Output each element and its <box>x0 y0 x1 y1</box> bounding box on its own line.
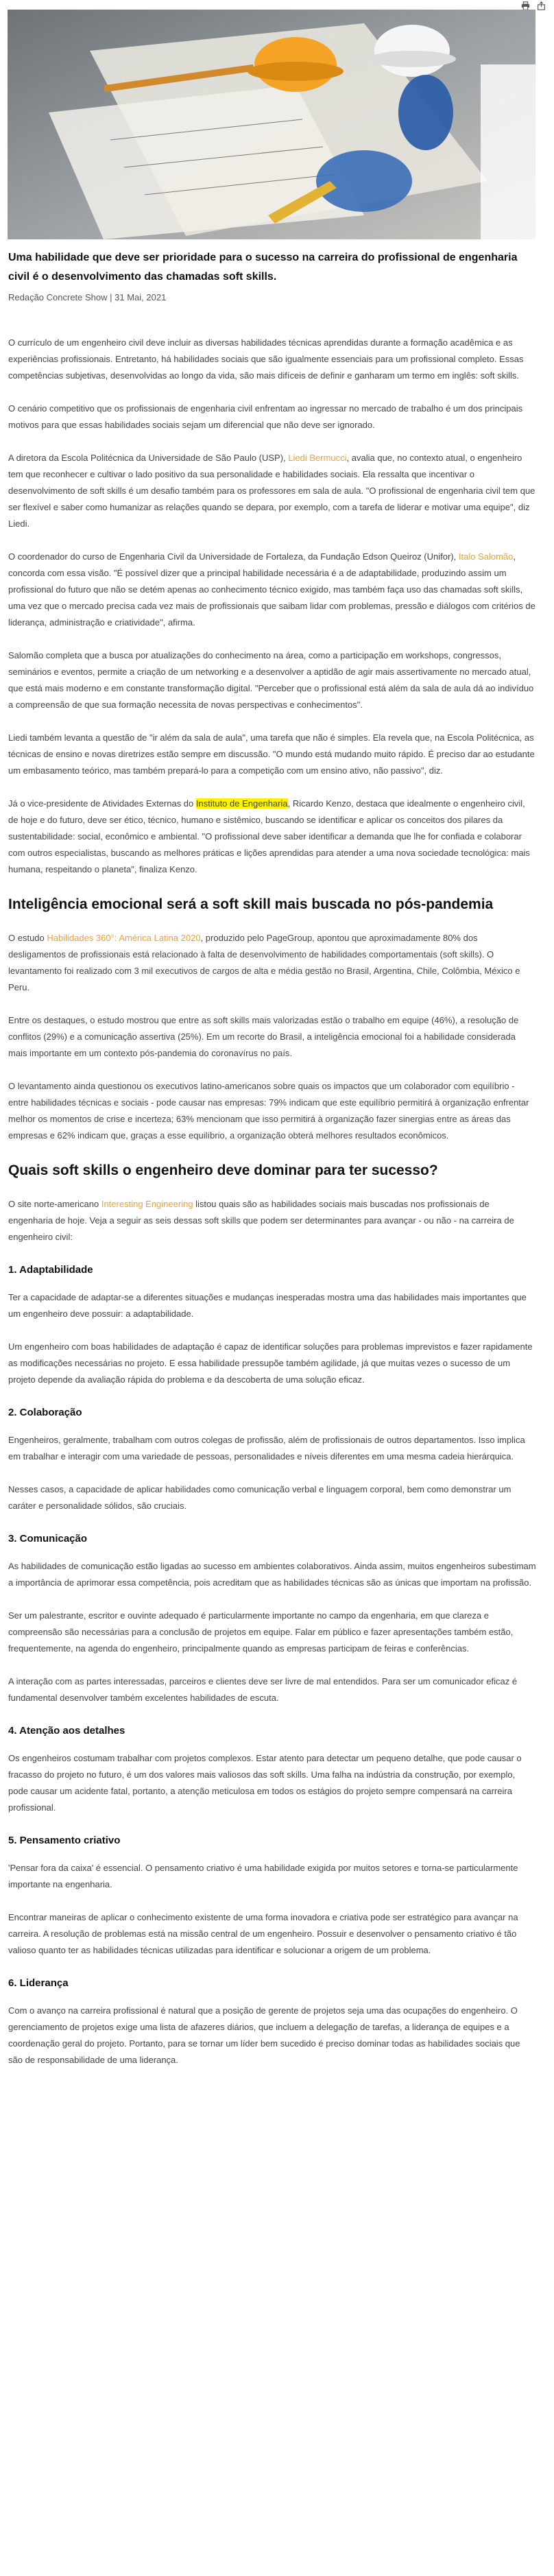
section-heading: Inteligência emocional será a soft skill mais buscada no pós-pandemia <box>8 896 494 912</box>
paragraph: As habilidades de comunicação estão ligadas ao sucesso em ambientes colaborativos. Ainda assim, muitos engenheiros subestimam a importância de aprimorar essa competência, pois acreditam que as habilidades técnicas são as únicas que importam na profissão. <box>8 1561 536 1588</box>
paragraph-text: O site norte-americano <box>8 1199 101 1209</box>
paragraph: Entre os destaques, o estudo mostrou que entre as soft skills mais valorizadas estão o trabalho em equipe (46%), a resolução de conflitos (29%) e a comunicação assertiva (25%). Em um recorte do Brasil, a inteligência emocional foi a habilidade considerada mais importante em um contexto pós-pandemia do coronavírus no país. <box>8 1015 519 1058</box>
article <box>8 248 536 2085</box>
interesting-engineering-link[interactable]: Interesting Engineering <box>101 1199 193 1209</box>
paragraph: O currículo de um engenheiro civil deve incluir as diversas habilidades técnicas aprendidas durante a formação acadêmica e as experiências profissionais. Entretanto, há habilidades sociais que são igualmente essenciais para um profissional completo. Essas competências subjetivas, desenvolvidas ao longo da vida, são mais difíceis de definir e ganharam um termo em inglês: soft skills. <box>8 337 524 381</box>
paragraph: O levantamento ainda questionou os executivos latino-americanos sobre quais os impactos que um colaborador com equilíbrio - entre habilidades técnicas e sociais - pode causar nas empresas: 79% indicam que este equilíbrio permitirá à organização enfrentar melhor os momentos de crise e incerteza; 63% mencionam que isso permitirá à organização fazer sinergias entre as áreas das empresas e 62% indicam que, graças a esse equilíbrio, a organização obterá melhores resultados econômicos. <box>8 1081 529 1141</box>
paragraph-text: , concorda com essa visão. "É possível dizer que a principal habilidade necessária é a de adaptabilidade, produzindo assim um profissional do futuro que não se detém apenas ao conhecimento técnico exigido, mas também faça uso das chamadas soft skills, uma vez que o mercado precisa cada vez mais de profissionais que saibam lidar com problemas, pressão e diálogos com critérios de liderança, administração e criatividade", afirma. <box>8 551 535 628</box>
subsection-heading: 6. Liderança <box>8 1977 69 1989</box>
paragraph: Ter a capacidade de adaptar-se a diferentes situações e mudanças inesperadas mostra uma das habilidades mais importantes que um engenheiro deve possuir: a adaptabilidade. <box>8 1292 527 1319</box>
hero-image <box>8 10 535 239</box>
paragraph-text: , produzido pelo PageGroup, apontou que aproximadamente 80% dos desligamentos de profissionais está relacionado à falta de desenvolvimento de habilidades comportamentais (soft skills). O levantamento foi realizado com 3 mil executivos de cargos de alta e média gestão no Brasil, Argentina, Chile, Colômbia, México e Peru. <box>8 933 520 992</box>
article-byline: Redação Concrete Show | 31 Mai, 2021 <box>8 292 167 302</box>
printer-icon[interactable] <box>521 1 530 10</box>
paragraph <box>8 796 536 878</box>
paragraph <box>8 450 536 532</box>
paragraph-text: O estudo <box>8 933 47 943</box>
paragraph: Com o avanço na carreira profissional é natural que a posição de gerente de projetos seja uma das ocupações do engenheiro. O gerenciamento de projetos exige uma lista de afazeres diários, que incluem a delegação de tarefas, a liderança de equipes e a coordenação geral do projeto. Portanto, para se tornar um líder bem sucedido é preciso dominar todas as habilidades sociais que são de responsabilidade de uma liderança. <box>8 2005 520 2065</box>
paragraph: Ser um palestrante, escritor e ouvinte adequado é particularmente importante no campo da engenharia, em que clareza e compreensão são necessárias para a conclusão de projetos em equipe. Falar em público e fazer apresentações também estão, frequentemente, na agenda do engenheiro, principalmente quando as empresas participam de feiras e conferências. <box>8 1610 514 1654</box>
paragraph: Nesses casos, a capacidade de aplicar habilidades como comunicação verbal e linguagem corporal, bem como demonstrar um caráter e personalidade sólidos, são cruciais. <box>8 1484 511 1511</box>
paragraph: Engenheiros, geralmente, trabalham com outros colegas de profissão, além de profissionais de outros departamentos. Isso implica em trabalhar e interagir com uma variedade de pessoas, personalidades e níveis diferentes em uma mesma cadeia hierárquica. <box>8 1435 525 1462</box>
paragraph-text: O coordenador do curso de Engenharia Civil da Universidade de Fortaleza, da Fundação Edson Queiroz (Unifor), <box>8 551 459 562</box>
paragraph-text: A diretora da Escola Politécnica da Universidade de São Paulo (USP), <box>8 453 289 463</box>
subsection-heading: 3. Comunicação <box>8 1533 88 1545</box>
liedi-bermucci-link[interactable]: Liedi Bermucci <box>288 453 347 463</box>
paragraph <box>8 549 536 631</box>
subsection-heading: 2. Colaboração <box>8 1407 82 1418</box>
paragraph: A interação com as partes interessadas, parceiros e clientes deve ser livre de mal entendidos. Para ser um comunicador eficaz é fundamental desenvolver também excelentes habilidades de escuta. <box>8 1676 518 1703</box>
highlighted-text: Instituto de Engenharia <box>195 798 288 809</box>
share-icon[interactable] <box>537 1 546 10</box>
paragraph: Encontrar maneiras de aplicar o conhecimento existente de uma forma inovadora e criativa pode ser estratégico para avançar na carreira. A resolução de problemas está na missão central de um engenheiro. Possuir e desenvolver o pensamento criativo é tão valioso quanto ter as habilidades técnicas utilizadas para identificar e solucionar a origem de um problema. <box>8 1912 518 1955</box>
paragraph <box>8 1196 536 1245</box>
paragraph <box>8 930 536 996</box>
paragraph: 'Pensar fora da caixa' é essencial. O pensamento criativo é uma habilidade exigida por muitos setores e torna-se particularmente importante na engenharia. <box>8 1863 518 1889</box>
paragraph-text: Já o vice-presidente de Atividades Externas do <box>8 798 196 809</box>
paragraph-text: listou quais são as habilidades sociais mais buscadas nos profissionais de engenharia de hoje. Veja a seguir as seis dessas soft skills que podem ser determinantes para avançar - ou não - na carreira de engenheiro civil: <box>8 1199 514 1242</box>
subsection-heading: 5. Pensamento criativo <box>8 1835 121 1846</box>
section-heading: Quais soft skills o engenheiro deve dominar para ter sucesso? <box>8 1162 438 1178</box>
paragraph: Os engenheiros costumam trabalhar com projetos complexos. Estar atento para detectar um pequeno detalhe, que pode causar o fracasso do projeto no futuro, é um dos valores mais valiosos das soft skills. Uma falha na indústria da construção, por exemplo, pode causar um acidente fatal, portanto, a atenção meticulosa em todos os estágios do projeto sempre compensará na carreira profissional. <box>8 1753 522 1813</box>
paragraph-text: , Ricardo Kenzo, destaca que idealmente o engenheiro civil, de hoje e do futuro, deve ser ético, técnico, humano e sistêmico, buscando se identificar e aplicar os conceitos dos pilares da sustentabilidade: social, econômico e ambiental. "O profissional deve saber identificar a demanda que lhe for confiada e colaborar com outros especialistas, buscando as melhores práticas e lições aprendidas para atender a uma nova sociedade tecnológica: mais humana, respeitando o planeta", finaliza Kenzo. <box>8 798 530 874</box>
habilidades-360-link[interactable]: Habilidades 360°: América Latina 2020 <box>47 933 201 943</box>
paragraph: Liedi também levanta a questão de "ir além da sala de aula", uma tarefa que não é simples. Ela revela que, na Escola Politécnica, as técnicas de ensino e novas diretrizes estão sempre em discussão. "O mundo está mudando muito rápido. É preciso dar ao estudante um embasamento teórico, mas também prepará-lo para a competição com um ensino ativo, não passivo", diz. <box>8 732 535 776</box>
paragraph: Salomão completa que a busca por atualizações do conhecimento na área, como a participação em workshops, congressos, seminários e eventos, permite a criação de um networking e a desenvolver a aptidão de agir mais assertivamente no mercado atual, que está mais moderno e em constante transformação digital. "Perceber que o profissional está além da sala de aula dá ao indivíduo a compreensão de que sua formação necessita de novas perspectivas e conhecimentos". <box>8 650 534 710</box>
italo-salomao-link[interactable]: Italo Salomão <box>458 551 514 562</box>
article-headline: Uma habilidade que deve ser prioridade para o sucesso na carreira do profissional de engenharia civil é o desenvolvimento das chamadas soft skills. <box>8 252 518 283</box>
paragraph-text: , avalia que, no contexto atual, o engenheiro tem que reconhecer e cultivar o lado positivo da sua personalidade e habilidades sociais. Ela ressalta que incentivar o desenvolvimento de soft skills é um desafio também para os professores em sala de aula. "O profissional de engenharia civil tem que ser flexível e saber como humanizar as relações quando se depara, por exemplo, com a tarefa de liderar e motivar uma equipe", diz Liedi. <box>8 453 535 529</box>
subsection-heading: 4. Atenção aos detalhes <box>8 1725 125 1737</box>
subsection-heading: 1. Adaptabilidade <box>8 1264 93 1276</box>
paragraph: O cenário competitivo que os profissionais de engenharia civil enfrentam ao ingressar no mercado de trabalho é um dos principais motivos para que essas habilidades sociais sejam um diferencial que não deve ser ignorado. <box>8 403 523 430</box>
paragraph: Um engenheiro com boas habilidades de adaptação é capaz de identificar soluções para problemas imprevistos e fazer rapidamente as modificações necessárias no projeto. E essa habilidade pressupõe também agilidade, já que muitas vezes o sucesso de um projeto depende da avaliação rápida do problema e da descoberta de uma solução eficaz. <box>8 1341 533 1385</box>
